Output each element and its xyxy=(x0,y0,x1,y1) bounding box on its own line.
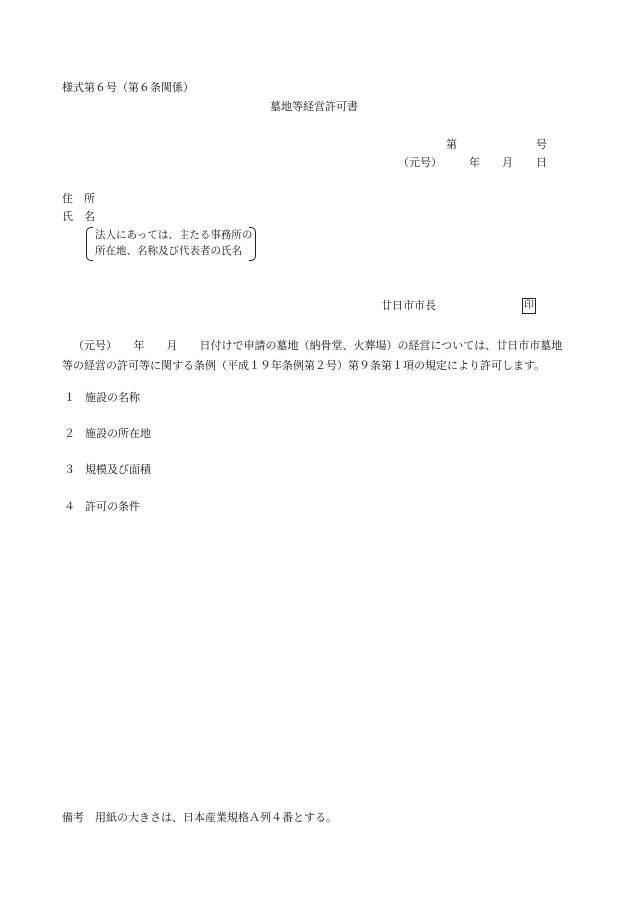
corporation-note-line1: 法人にあっては、主たる事務所の xyxy=(95,229,253,241)
item-2-label: 施設の所在地 xyxy=(85,427,151,440)
permit-body-line1: （元号） 年 月 日付けで申請の墓地（納骨堂、火葬場）の経営については、廿日市市墓地 xyxy=(73,339,563,352)
seal-box: 印 xyxy=(522,298,536,314)
document-title: 墓地等経営許可書 xyxy=(270,100,358,113)
item-4-label: 許可の条件 xyxy=(85,500,140,513)
remarks: 備考 用紙の大きさは、日本産業規格Ａ列４番とする。 xyxy=(62,811,337,824)
permit-body-line2: 等の経営の許可等に関する条例（平成１９年条例第２号）第９条第１項の規定により許可します。 xyxy=(62,359,546,372)
date-year: 年 xyxy=(469,156,480,169)
name-label: 氏 名 xyxy=(62,210,95,223)
item-2-num: ２ xyxy=(64,427,75,440)
item-4-num: ４ xyxy=(64,500,75,513)
doc-number-suffix: 号 xyxy=(536,138,547,151)
item-1-num: １ xyxy=(64,391,75,404)
address-label: 住 所 xyxy=(62,192,95,205)
item-3-label: 規模及び面積 xyxy=(85,463,151,476)
issuer-title: 廿日市市長 xyxy=(381,299,436,312)
corporation-note-line2: 所在地、名称及び代表者の氏名 xyxy=(95,245,242,257)
item-1-label: 施設の名称 xyxy=(85,391,140,404)
date-month: 月 xyxy=(502,156,513,169)
corporation-note xyxy=(86,227,256,261)
doc-number-prefix: 第 xyxy=(446,138,457,151)
left-bracket xyxy=(86,227,93,261)
date-era: （元号） xyxy=(398,156,442,169)
permit-body xyxy=(62,336,574,376)
form-number: 様式第６号（第６条関係） xyxy=(62,81,194,94)
item-3-num: ３ xyxy=(64,463,75,476)
date-day: 日 xyxy=(536,156,547,169)
